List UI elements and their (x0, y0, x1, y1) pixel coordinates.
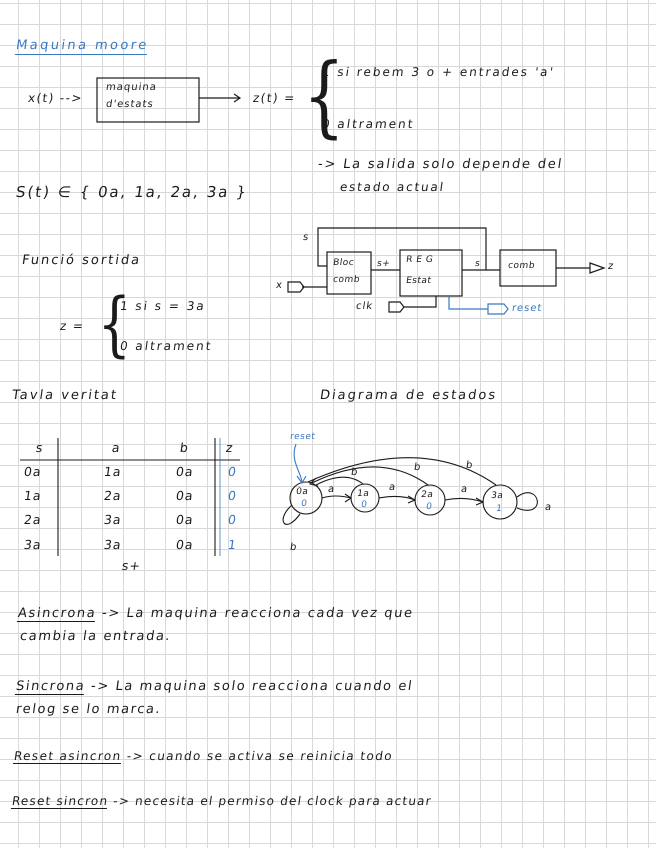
case-brace: { (303, 44, 345, 147)
edge-b-label: b (465, 460, 475, 471)
note-line-1: -> La salida solo depende del (316, 157, 565, 172)
s-out-label: s (474, 259, 481, 269)
table-cell: 0a (22, 464, 43, 479)
state-1a-out: 0 (360, 500, 368, 510)
reset-wire (449, 296, 488, 309)
output-brace: { (97, 283, 131, 365)
table-cell: 3a (102, 537, 123, 552)
edge-a-label: a (460, 484, 469, 495)
note-term: Sincrona (14, 679, 87, 694)
note-line-2: estado actual (339, 180, 446, 194)
note-sincrona-line2: relog se lo marca. (14, 702, 163, 717)
note-term: Reset asincron (13, 749, 123, 763)
truth-table-heading: Tavla veritat (10, 388, 120, 403)
note-asincrona-line2: cambia la entrada. (18, 629, 173, 644)
table-cell: 3a (102, 512, 123, 527)
edge-b-label: b (350, 467, 360, 478)
table-cell: 1a (102, 464, 123, 479)
note-text: -> cuando se activa se reinicia todo (125, 749, 395, 763)
output-z-label: z(t) = (252, 91, 297, 105)
edge-a-label: a (388, 482, 397, 493)
note-term: Asincrona (16, 606, 98, 621)
comb-out-label: comb (507, 261, 536, 271)
feedback-s-label: s (302, 232, 310, 243)
z-equals: z = (59, 319, 86, 333)
page-title: Maquina moore (15, 38, 150, 53)
note-sincrona (15, 679, 414, 694)
state-diagram-heading: Diagrama de estados (318, 388, 499, 403)
table-cell: 0 (226, 488, 239, 503)
state-2a-name: 2a (420, 490, 434, 500)
state-0a-name: 0a (295, 487, 309, 497)
note-reset-sincron (11, 794, 433, 808)
table-cell: 0a (174, 537, 195, 552)
edge-b-label: b (289, 542, 299, 553)
table-cell: 1a (22, 488, 43, 503)
reset-label: reset (511, 303, 544, 314)
bloc-label: Bloc (332, 258, 355, 268)
table-cell: 1 (226, 537, 239, 552)
state-3a-name: 3a (490, 491, 504, 501)
input-x-label: x(t) --> (27, 91, 84, 105)
table-cell: 0 (226, 512, 239, 527)
table-cell: 0 (226, 464, 239, 479)
note-text: -> necesita el permiso del clock para actuar (112, 794, 433, 808)
output-function-heading: Funció sortida (20, 253, 143, 268)
reset-arrow (488, 304, 508, 314)
table-header-b: b (178, 440, 190, 455)
state-reset-label: reset (289, 432, 316, 442)
table-footer: s+ (120, 558, 143, 573)
x-input-arrow (288, 282, 304, 292)
table-cell: 0a (174, 488, 195, 503)
states-set: S(t) ∈ { 0a, 1a, 2a, 3a } (14, 183, 250, 201)
edge-a-label: a (327, 484, 336, 495)
clk-label: clk (355, 301, 374, 312)
table-cell: 2a (22, 512, 43, 527)
table-cell: 3a (22, 537, 43, 552)
estat-label: Estat (405, 276, 433, 286)
note-text: -> La maquina solo reacciona cuando el (89, 679, 415, 694)
note-asincrona (17, 606, 415, 621)
z-output-arrow (590, 263, 604, 273)
output-case-2: 0 altrament (119, 339, 214, 353)
state-1a-name: 1a (356, 489, 370, 499)
table-cell: 0a (174, 464, 195, 479)
state-2a-out: 0 (425, 502, 433, 512)
z-output-label: z (607, 261, 616, 272)
box-label-line1: maquina (105, 82, 158, 93)
table-header-z: z (224, 440, 235, 455)
note-term: Reset sincron (11, 794, 110, 808)
table-cell: 0a (174, 512, 195, 527)
case-1-text: 1 si rebem 3 o + entrades 'a' (321, 65, 556, 79)
note-reset-asincron (13, 749, 394, 763)
x-input-label: x (275, 280, 284, 291)
edge-a-label: a (544, 502, 553, 513)
table-cell: 2a (102, 488, 123, 503)
table-header-a: a (110, 440, 122, 455)
reset-edge (294, 444, 302, 482)
reg-label: R E G (405, 255, 434, 265)
edge-b-label: b (413, 462, 423, 473)
s-plus-label: s+ (376, 259, 391, 269)
table-header-s: s (34, 440, 45, 455)
box-label-line2: d'estats (105, 99, 155, 110)
case-2-text: 0 altrament (321, 117, 416, 131)
state-3a-out: 1 (495, 504, 503, 514)
clk-input (389, 302, 404, 312)
state-0a-out: 0 (300, 499, 308, 509)
note-text: -> La maquina reacciona cada vez que (100, 606, 415, 621)
output-case-1: 1 si s = 3a (119, 299, 207, 313)
comb-label: comb (332, 275, 361, 285)
